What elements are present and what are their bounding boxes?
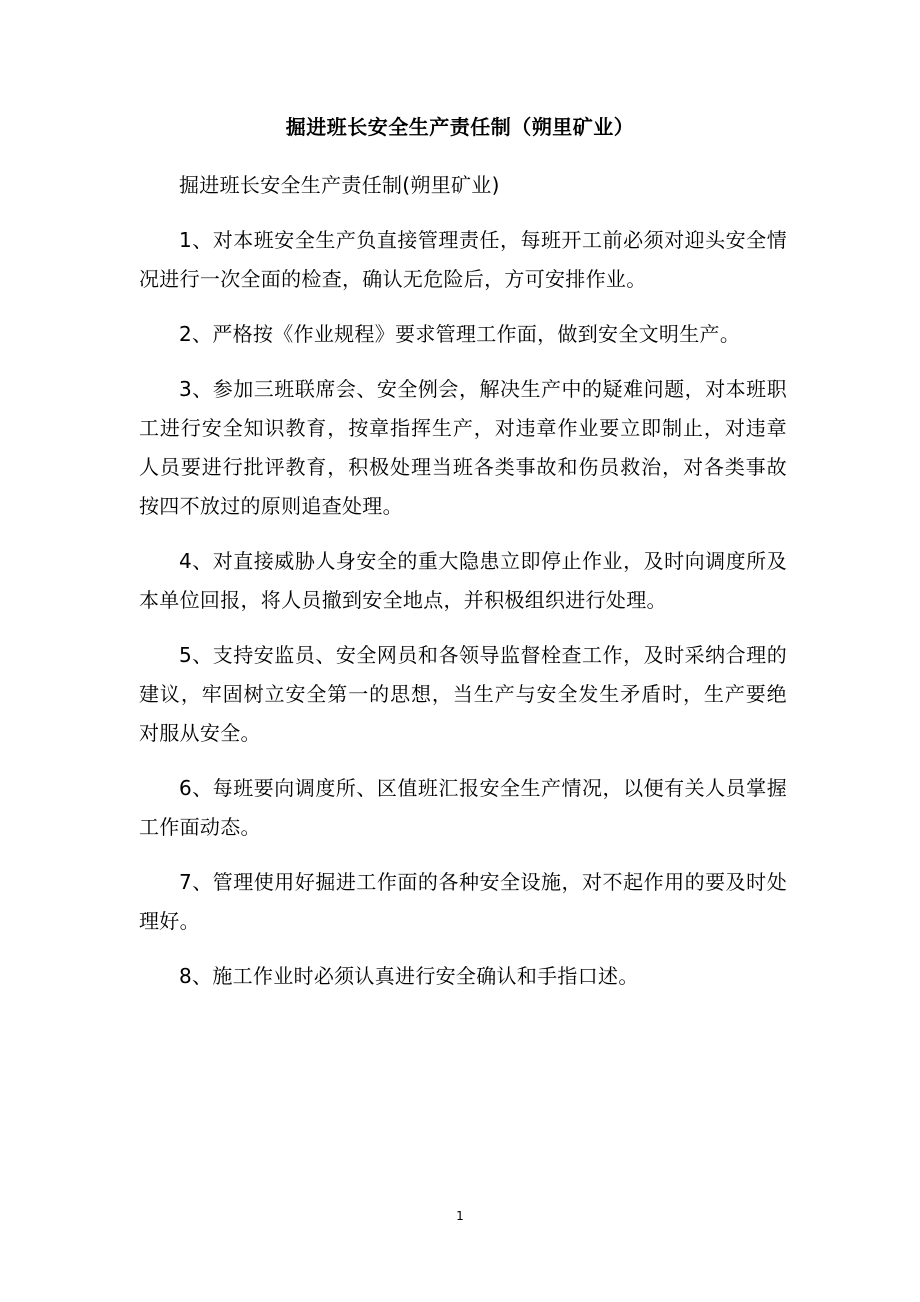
paragraph-item-2: 2、严格按《作业规程》要求管理工作面，做到安全文明生产。 (179, 322, 741, 346)
paragraph-subtitle: 掘进班长安全生产责任制(朔里矿业) (179, 173, 500, 197)
paragraph-item-1: 1、对本班安全生产负直接管理责任，每班开工前必须对迎头安全情况进行一次全面的检查，确认无危险后，方可安排作业。 (139, 228, 787, 291)
paragraph-item-4: 4、对直接威胁人身安全的重大隐患立即停止作业，及时向调度所及本单位回报，将人员撤到安全地点，并积极组织进行处理。 (139, 549, 787, 612)
paragraph-item-8: 8、施工作业时必须认真进行安全确认和手指口述。 (179, 964, 639, 988)
paragraph-item-5: 5、支持安监员、安全网员和各领导监督栓查工作，及时采纳合理的建议，牢固树立安全第一的思想，当生产与安全发生矛盾时，生产要绝对服从安全。 (139, 643, 787, 745)
paragraph-item-3: 3、参加三班联席会、安全例会，解决生产中的疑难问题，对本班职工进行安全知识教育，按章指挥生产，对违章作业要立即制止，对违章人员要进行批评教育，积极处理当班各类事故和伤员救治，对各类事故按四不放过的原则追查处理。 (139, 377, 787, 518)
paragraph-item-7: 7、管理使用好掘进工作面的各种安全设施，对不起作用的要及时处理好。 (139, 870, 787, 933)
paragraph-item-6: 6、每班要向调度所、区值班汇报安全生产情况，以便有关人员掌握工作面动态。 (139, 776, 787, 839)
document-title: 掘进班长安全生产责任制（朔里矿业） (285, 115, 635, 139)
page-number: 1 (456, 1209, 464, 1223)
document-body (139, 166, 787, 1012)
